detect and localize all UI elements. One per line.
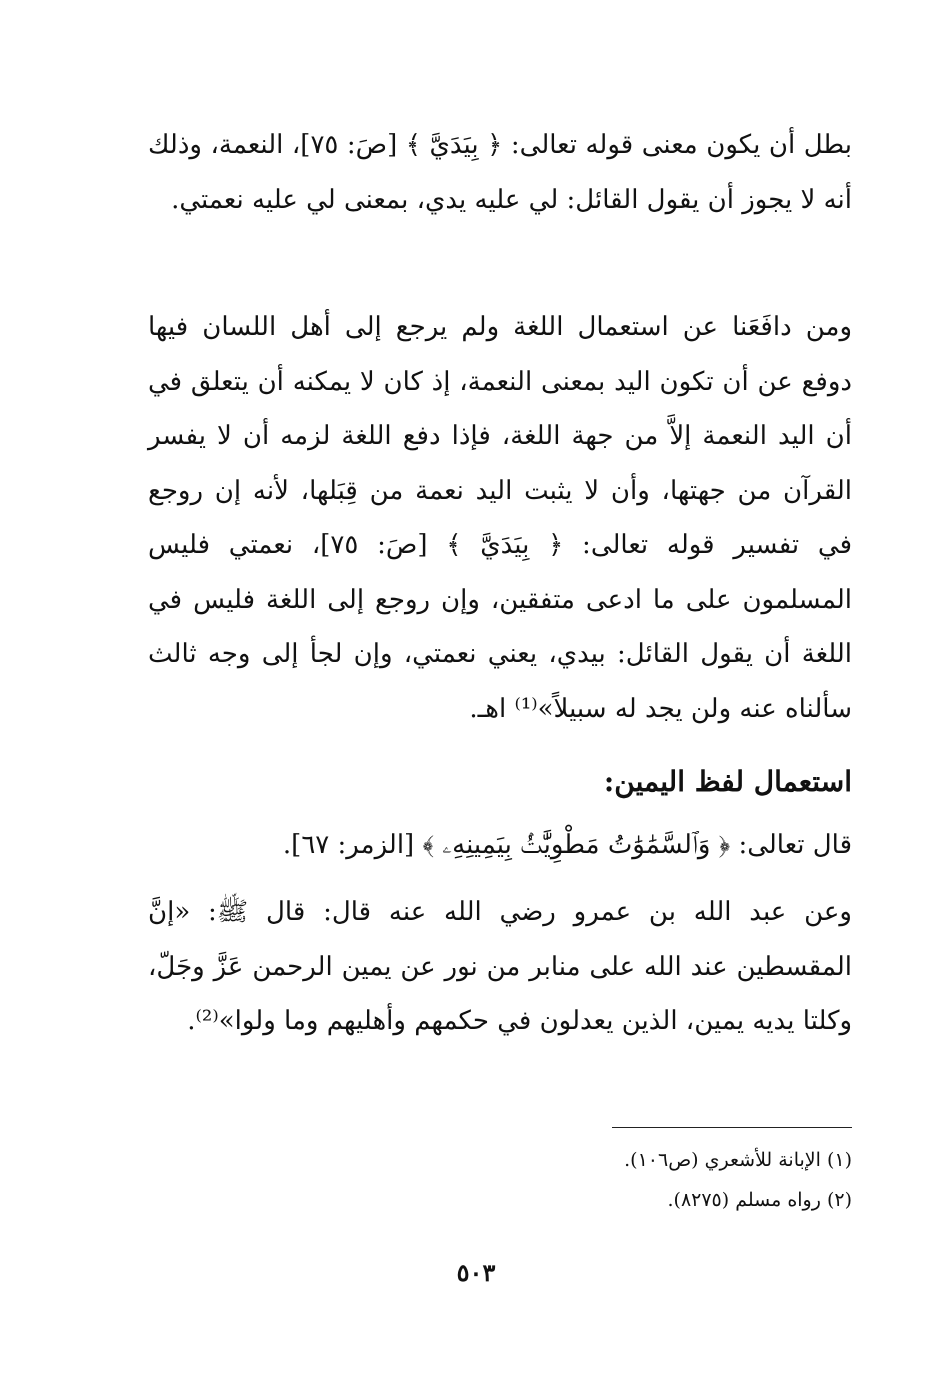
- footnote-1: (١) الإبانة للأشعري (ص١٠٦).: [624, 1149, 852, 1171]
- paragraph-3: قال تعالى: ﴿ وَٱلسَّمَٰوَٰتُ مَطْوِيَّٰتُۢ بِيَمِينِهِۦ ﴾ [الزمر: ٦٧].: [282, 830, 852, 860]
- paragraph-2: ومن دافَعَنا عن استعمال اللغة ولم يرجع إلى أهل اللسان فيها دوفع عن أن تكون اليد بمعنى النعمة، إذ كان لا يمكنه أن يتعلق في أن اليد النعمة إلاَّ من جهة اللغة، فإذا دفع اللغة لزمه أن لا يفسر القرآن من جهتها، وأن لا يثبت اليد نعمة من قِبَلها، لأنه إن روجع في تفسير قوله تعالى: ﴿ بِيَدَيَّ ﴾ [صَ: ٧٥]، نعمتي فليس المسلمون على ما ادعى متفقين، وإن روجع إلى اللغة فليس في اللغة أن يقول القائل: بيدي، يعني نعمتي، وإن لجأ إلى وجه ثالث سألناه عنه ولن يجد له سبيلاً»⁽¹⁾ اهـ.: [148, 312, 852, 724]
- paragraph-4: وعن عبد الله بن عمرو رضي الله عنه قال: قال ﷺ: «إنَّ المقسطين عند الله على منابر من نور عن يمين الرحمن عَزَّ وجَلّ، وكلتا يديه يمين، الذين يعدلون في حكمهم وأهليهم وما ولوا»⁽²⁾.: [148, 897, 852, 1036]
- paragraph-1: بطل أن يكون معنى قوله تعالى: ﴿ بِيَدَيَّ ﴾ [صَ: ٧٥]، النعمة، وذلك أنه لا يجوز أن يقول القائل: لي عليه يدي، بمعنى لي عليه نعمتي.: [148, 130, 852, 215]
- section-heading: استعمال لفظ اليمين:: [603, 765, 852, 798]
- footnote-divider: [612, 1127, 852, 1128]
- footnote-2: (٢) رواه مسلم (٨٢٧٥).: [667, 1189, 852, 1211]
- page-number: ٥٠٣: [456, 1258, 496, 1287]
